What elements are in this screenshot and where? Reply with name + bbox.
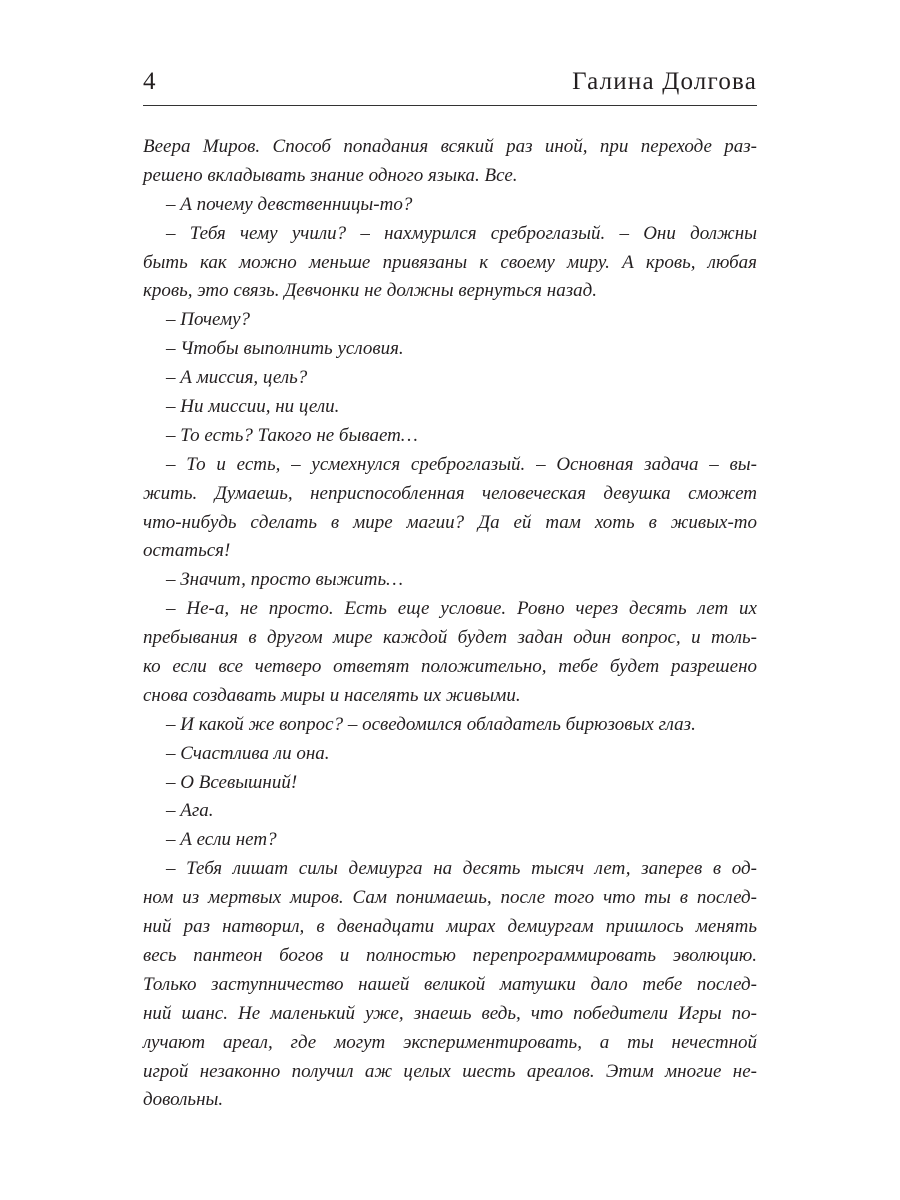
paragraph — [143, 364, 757, 393]
text-line: остаться! — [143, 540, 231, 562]
paragraph — [143, 451, 757, 567]
text-line: – А миссия, цель? — [166, 367, 308, 389]
text-line: – Почему? — [166, 309, 251, 331]
running-header-author: Галина Долгова — [572, 68, 757, 95]
paragraph — [143, 826, 757, 855]
text-line: – Тебя чему учили? – нахмурился среброглазый. – Они должны — [166, 222, 757, 244]
paragraph — [143, 133, 757, 191]
text-line: довольны. — [143, 1089, 224, 1111]
text-line: – О Всевышний! — [166, 771, 298, 793]
text-line: – Чтобы выполнить условия. — [166, 338, 404, 360]
text-line: пребывания в другом мире каждой будет задан один вопрос, и толь- — [143, 627, 757, 649]
text-line: – И какой же вопрос? – осведомился обладатель бирюзовых глаз. — [166, 713, 696, 735]
paragraph — [143, 740, 757, 769]
text-line: – Счастлива ли она. — [166, 742, 330, 764]
text-line: жить. Думаешь, неприспособленная человеческая девушка сможет — [143, 482, 757, 504]
text-line: снова создавать миры и населять их живыми. — [143, 684, 521, 706]
text-line: быть как можно меньше привязаны к своему миру. А кровь, любая — [143, 251, 757, 273]
text-line: – Тебя лишат силы демиурга на десять тысяч лет, заперев в од- — [166, 858, 757, 880]
text-line: ний раз натворил, в двенадцати мирах демиургам пришлось менять — [143, 916, 757, 938]
paragraph — [143, 566, 757, 595]
text-line: – Не-а, не просто. Есть еще условие. Ровно через десять лет их — [166, 598, 757, 620]
text-line: – А почему девственницы-то? — [166, 193, 413, 215]
paragraph — [143, 769, 757, 798]
body-text — [143, 133, 757, 1115]
text-line: ко если все четверо ответят положительно, тебе будет разрешено — [143, 656, 757, 678]
paragraph — [143, 711, 757, 740]
paragraph — [143, 335, 757, 364]
text-line: – Значит, просто выжить… — [166, 569, 404, 591]
paragraph — [143, 191, 757, 220]
paragraph — [143, 220, 757, 307]
paragraph — [143, 422, 757, 451]
page-number: 4 — [143, 68, 156, 95]
text-line: ний шанс. Не маленький уже, знаешь ведь, что победители Игры по- — [143, 1002, 757, 1024]
text-line: ном из мертвых миров. Сам понимаешь, после того что ты в послед- — [143, 887, 757, 909]
text-line: – То и есть, – усмехнулся среброглазый. – Основная задача – вы- — [166, 453, 757, 475]
paragraph — [143, 393, 757, 422]
text-line: Только заступничество нашей великой матушки дало тебе послед- — [143, 973, 757, 995]
text-line: – А если нет? — [166, 829, 277, 851]
text-line: – Ага. — [166, 800, 214, 822]
paragraph — [143, 855, 757, 1115]
text-line: что-нибудь сделать в мире магии? Да ей там хоть в живых-то — [143, 511, 757, 533]
paragraph — [143, 306, 757, 335]
text-line: Веера Миров. Способ попадания всякий раз иной, при переходе раз- — [143, 136, 757, 157]
text-line: лучают ареал, где могут экспериментировать, а ты нечестной — [143, 1031, 757, 1053]
header-rule — [143, 105, 757, 106]
text-line: – То есть? Такого не бывает… — [166, 424, 418, 446]
text-line: решено вкладывать знание одного языка. Все. — [143, 164, 518, 186]
paragraph — [143, 797, 757, 826]
text-line: весь пантеон богов и полностью перепрограммировать эволюцию. — [143, 944, 757, 966]
text-line: игрой незаконно получил аж целых шесть ареалов. Этим многие не- — [143, 1060, 757, 1082]
text-line: – Ни миссии, ни цели. — [166, 396, 340, 418]
paragraph — [143, 595, 757, 711]
text-line: кровь, это связь. Девчонки не должны вернуться назад. — [143, 280, 597, 302]
